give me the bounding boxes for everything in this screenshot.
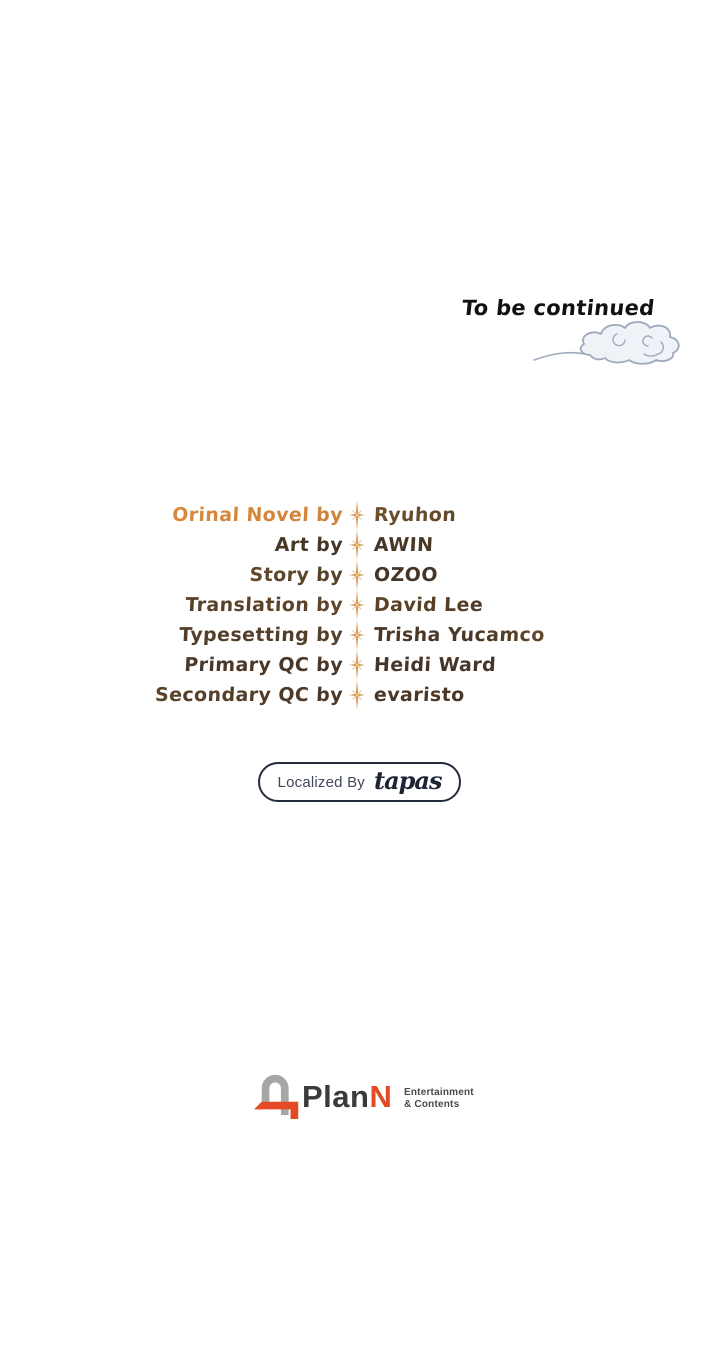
plann-wordmark-accent: N — [369, 1079, 393, 1114]
credit-name: Ryuhon — [367, 504, 720, 526]
plann-tagline-line1: Entertainment — [404, 1087, 474, 1098]
sparkle-star-icon — [346, 680, 368, 710]
credit-row — [0, 500, 720, 530]
credit-role: Art by — [0, 534, 347, 556]
plann-wordmark-primary: Plan — [302, 1079, 370, 1114]
credit-role: Translation by — [0, 594, 347, 616]
plann-tagline — [404, 1087, 474, 1110]
to-be-continued-text: To be continued — [460, 296, 656, 320]
credit-role: Primary QC by — [0, 654, 347, 676]
credit-row — [0, 590, 720, 620]
credit-name: Heidi Ward — [367, 654, 720, 676]
credit-role: Story by — [0, 564, 347, 586]
credit-name: Trisha Yucamco — [367, 624, 720, 646]
credit-row — [0, 650, 720, 680]
plann-logo-mark-icon — [254, 1066, 304, 1122]
sparkle-star-icon — [346, 530, 368, 560]
credit-row — [0, 620, 720, 650]
sparkle-star-icon — [346, 650, 368, 680]
sparkle-star-icon — [346, 590, 368, 620]
credit-role: Orinal Novel by — [0, 504, 347, 526]
credit-name: AWIN — [367, 534, 720, 556]
sparkle-star-icon — [346, 500, 368, 530]
plann-wordmark — [302, 1081, 392, 1112]
credit-name: evaristo — [367, 684, 720, 706]
sparkle-star-icon — [346, 560, 368, 590]
credit-row — [0, 530, 720, 560]
localized-by-label: Localized By — [277, 773, 365, 791]
credit-role: Secondary QC by — [0, 684, 347, 706]
credit-row — [0, 680, 720, 710]
cloud-swirl-icon — [530, 318, 690, 366]
credit-name: OZOO — [367, 564, 720, 586]
credit-name: David Lee — [367, 594, 720, 616]
credits-list — [0, 500, 720, 710]
credit-role: Typesetting by — [0, 624, 347, 646]
localized-by-badge — [258, 762, 461, 802]
tapas-logo: tapas — [373, 766, 442, 795]
credit-row — [0, 560, 720, 590]
plann-tagline-line2: & Contents — [404, 1098, 460, 1110]
sparkle-star-icon — [346, 620, 368, 650]
